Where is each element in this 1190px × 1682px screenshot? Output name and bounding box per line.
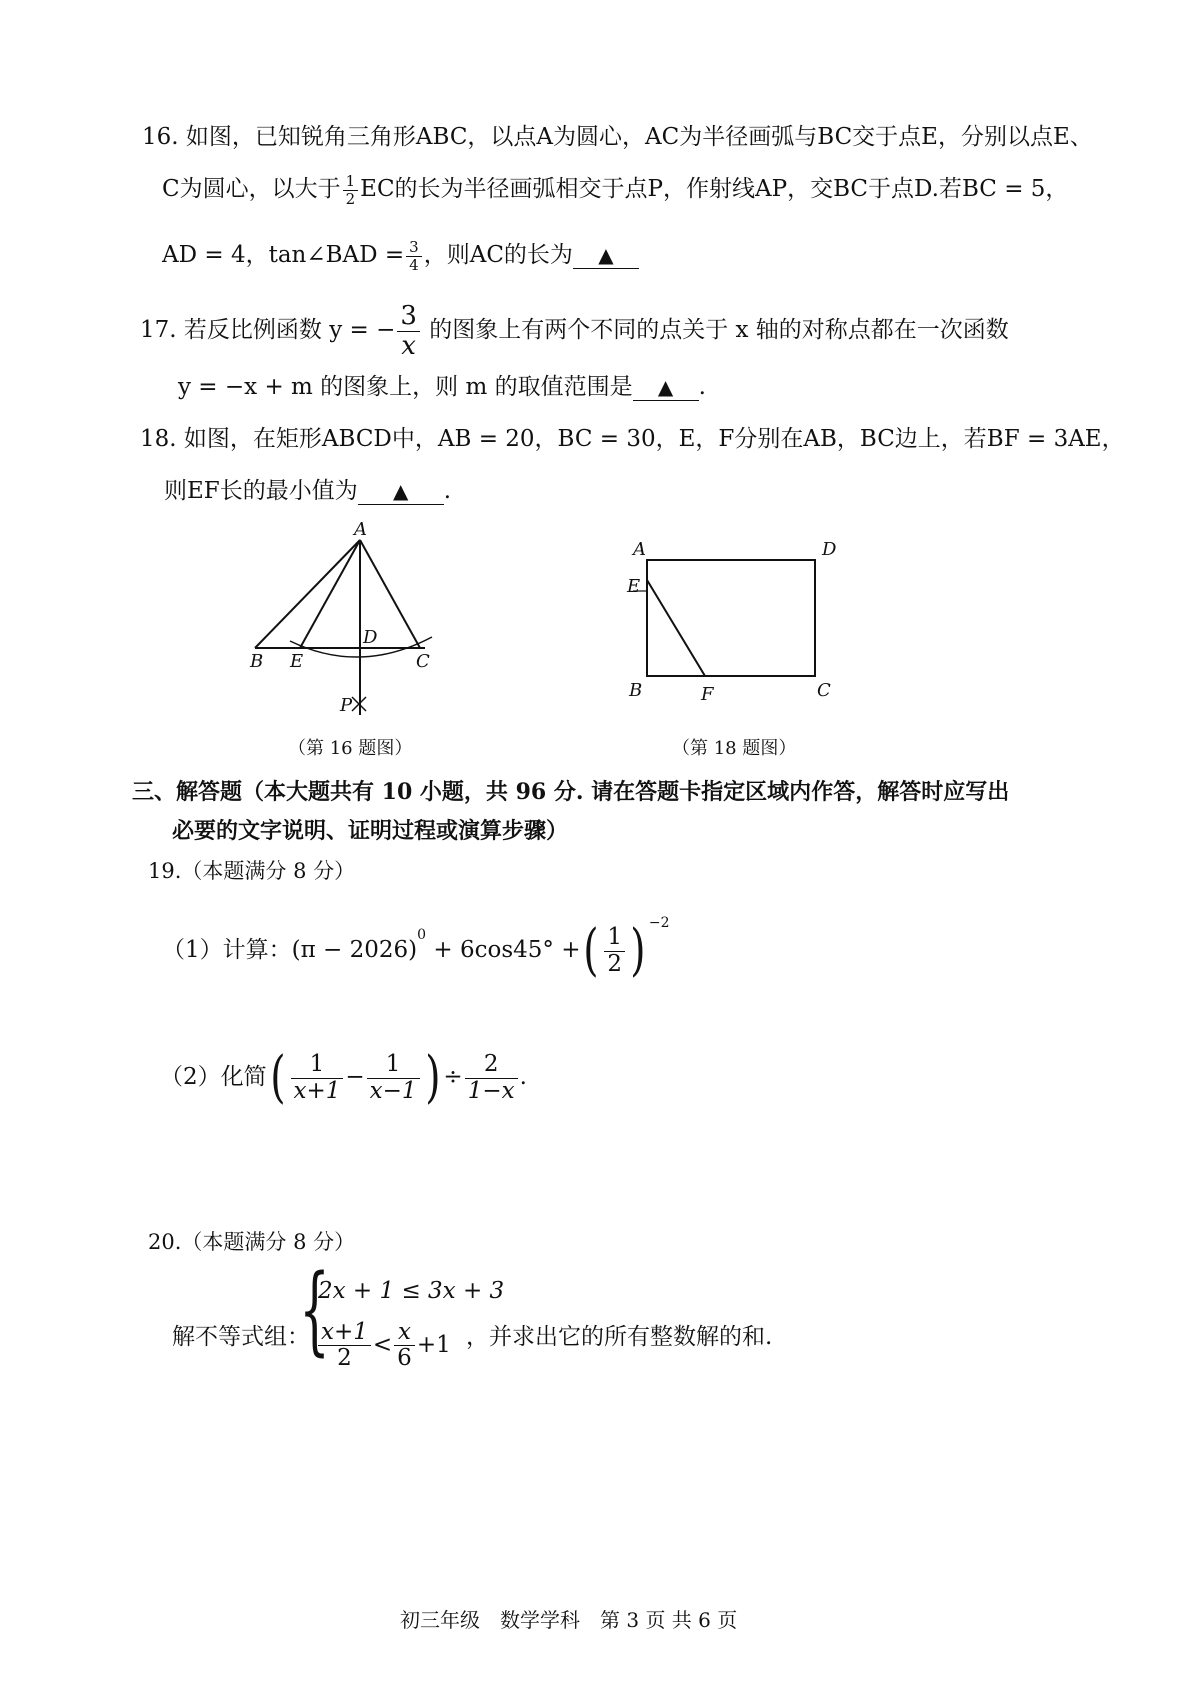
- frac-num: 2: [465, 1052, 518, 1078]
- q19-p1-expr-a: (π − 2026): [291, 937, 418, 963]
- period: .: [698, 374, 706, 400]
- caption-figure-18: （第 18 题图）: [672, 738, 797, 759]
- triangle-icon: ▲: [598, 243, 614, 267]
- q17-frac: [397, 302, 420, 360]
- segment-ae: [300, 540, 360, 648]
- q20-label: 解不等式组：: [172, 1324, 310, 1350]
- q19-part1: [162, 915, 670, 983]
- q16-line3: [162, 236, 639, 273]
- frac-den: x+1: [293, 1077, 341, 1104]
- q16-line2-a: C为圆心，以大于: [162, 176, 341, 202]
- label-e: E: [627, 576, 641, 597]
- q18-line2: [164, 472, 451, 505]
- q20-tail: ，并求出它的所有整数解的和.: [466, 1324, 773, 1350]
- frac-num: 1: [367, 1052, 420, 1078]
- frac-den: 4: [409, 255, 419, 274]
- frac-den: x−1: [369, 1077, 417, 1104]
- q19-part2: [160, 1045, 527, 1110]
- period: .: [519, 1064, 527, 1090]
- q16-line1: 16. 如图，已知锐角三角形ABC，以点A为圆心，AC为半径画弧与BC交于点E，分别以点E、: [142, 124, 1093, 150]
- label-p: P: [340, 695, 353, 716]
- answer-blank[interactable]: [573, 242, 639, 269]
- answer-blank[interactable]: [633, 374, 699, 401]
- less-than-sign: <: [372, 1331, 393, 1358]
- frac-den: 2: [337, 1345, 352, 1372]
- left-paren: (: [269, 1045, 286, 1110]
- frac-num: 1: [291, 1052, 344, 1078]
- right-paren: ): [630, 918, 646, 983]
- exponent-neg2: −2: [648, 915, 670, 931]
- q17-line2: [178, 368, 706, 401]
- frac-num: 3: [397, 302, 420, 332]
- q20-inequality1: [318, 1278, 504, 1304]
- q19-p1-expr-b: + 6cos45° +: [426, 937, 581, 963]
- q19-p2-frac3: [465, 1052, 518, 1104]
- q16-frac-half: [343, 173, 359, 207]
- q20-inequality2: [316, 1320, 451, 1372]
- label-f: F: [701, 684, 714, 705]
- exponent-zero: 0: [417, 927, 427, 943]
- period: .: [443, 478, 452, 504]
- minus-sign: −: [345, 1064, 365, 1090]
- frac-den: 2: [345, 189, 356, 208]
- label-d: D: [822, 540, 837, 560]
- q20-frac1: [318, 1320, 371, 1372]
- divide-sign: ÷: [443, 1064, 463, 1090]
- section3-line1: 三、解答题（本大题共有 10 小题，共 96 分. 请在答题卡指定区域内作答，解答时应写出: [132, 779, 1010, 805]
- label-b: B: [250, 651, 264, 672]
- frac-den: x: [401, 330, 416, 361]
- frac-num: 1: [604, 925, 625, 951]
- q20-header: 20.（本题满分 8 分）: [148, 1230, 356, 1254]
- q17-line2-a: y = −x + m 的图象上，则 m 的取值范围是: [178, 374, 633, 400]
- page-footer: 初三年级 数学学科 第 3 页 共 6 页: [400, 1608, 738, 1632]
- q19-p1-label: （1）计算：: [162, 937, 292, 963]
- label-b: B: [629, 680, 643, 701]
- q19-p2-frac1: [291, 1052, 344, 1104]
- left-paren: (: [583, 918, 600, 983]
- q16-line2: [162, 170, 1068, 207]
- frac-num: x: [394, 1320, 415, 1346]
- right-paren: ): [424, 1045, 441, 1110]
- label-c: C: [817, 680, 831, 701]
- segment-ab: [255, 540, 360, 648]
- q19-p2-frac2: [367, 1052, 420, 1104]
- label-d: D: [363, 627, 378, 648]
- triangle-icon: ▲: [393, 479, 409, 503]
- frac-num: 1: [343, 173, 359, 191]
- figure-18: [625, 540, 855, 705]
- frac-num: 3: [406, 239, 422, 257]
- inequality-1: 2x + 1 ≤ 3x + 3: [318, 1278, 505, 1304]
- q20-frac2: [394, 1320, 415, 1372]
- q19-p2-label: （2）化简: [160, 1064, 267, 1090]
- q18-line1: 18. 如图，在矩形ABCD中，AB = 20，BC = 30，E，F分别在AB，BC边上，若BF = 3AE，: [140, 426, 1125, 452]
- answer-blank[interactable]: [358, 478, 444, 505]
- plus-one: +1: [416, 1331, 451, 1358]
- frac-num: x+1: [318, 1320, 371, 1346]
- label-a: A: [354, 519, 367, 540]
- q19-header: 19.（本题满分 8 分）: [148, 859, 356, 883]
- label-a: A: [633, 540, 646, 560]
- q16-frac-tan: [406, 239, 422, 273]
- section3-line2: 必要的文字说明、证明过程或演算步骤）: [172, 818, 569, 844]
- left-brace: {: [299, 1254, 330, 1366]
- q17-line1-a: 17. 若反比例函数 y = −: [140, 317, 396, 344]
- q17-line1: [140, 302, 1009, 360]
- q18-line2-a: 则EF长的最小值为: [164, 478, 358, 504]
- q17-line1-b: 的图象上有两个不同的点关于 x 轴的对称点都在一次函数: [421, 317, 1009, 344]
- q16-line2-b: EC的长为半径画弧相交于点P，作射线AP，交BC于点D.若BC = 5，: [360, 176, 1069, 202]
- caption-figure-16: （第 16 题图）: [288, 738, 413, 759]
- triangle-icon: ▲: [657, 375, 674, 399]
- rectangle-abcd: [647, 560, 815, 676]
- q16-line3-a: AD = 4，tan∠BAD =: [162, 242, 405, 268]
- segment-ef: [647, 580, 705, 676]
- label-e: E: [290, 651, 304, 672]
- label-c: C: [416, 651, 430, 672]
- q19-p1-frac: [604, 925, 625, 977]
- frac-den: 2: [607, 950, 622, 977]
- figure-16: [240, 515, 480, 725]
- frac-den: 6: [397, 1345, 412, 1372]
- q16-line3-b: ，则AC的长为: [423, 242, 573, 268]
- frac-den: 1−x: [467, 1077, 515, 1104]
